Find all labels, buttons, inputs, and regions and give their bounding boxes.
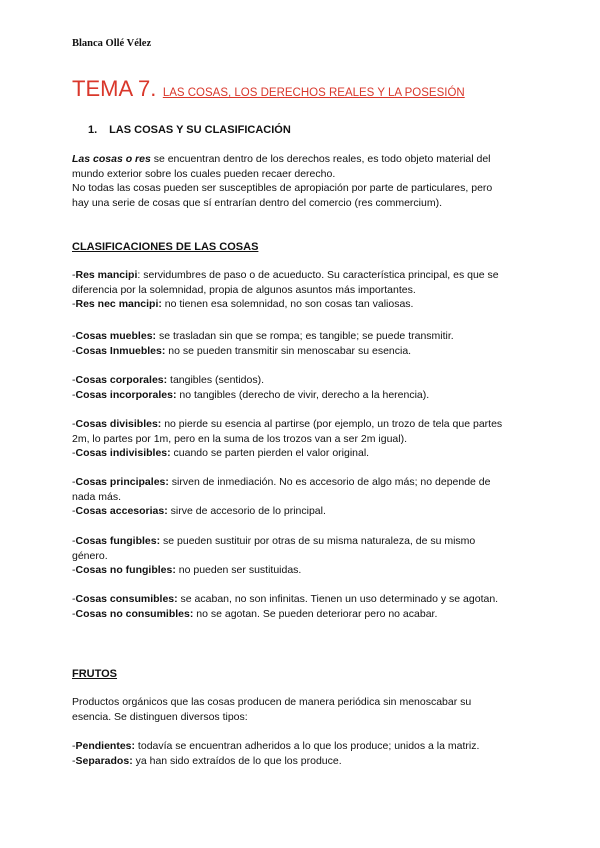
item-text: : servidumbres de paso o de acueducto. Su característica principal, es que se xyxy=(137,269,499,281)
list-item xyxy=(72,534,532,578)
item-dash: - xyxy=(72,330,76,342)
title-main: TEMA 7. xyxy=(72,76,157,101)
intro-text: No todas las cosas pueden ser susceptibles de apropiación por parte de particulares, pero xyxy=(72,182,493,195)
item-text: todavía se encuentran adheridos a lo que los produce; unidos a la matriz. xyxy=(135,740,480,752)
item-term: Cosas indivisibles: xyxy=(75,447,171,460)
item-term: Cosas corporales: xyxy=(75,374,168,386)
list-item xyxy=(72,417,532,461)
item-text: no se pueden transmitir sin menoscabar su esencia. xyxy=(165,344,412,357)
item-text: nada más. xyxy=(72,490,122,503)
frutos-text: Productos orgánicos que las cosas producen de manera periódica sin menoscabar su xyxy=(72,696,472,708)
item-term: Cosas incorporales: xyxy=(75,388,177,401)
item-text: tangibles (sentidos). xyxy=(167,374,265,386)
section-number: 1. xyxy=(88,124,98,136)
section-heading xyxy=(88,124,291,136)
item-term: Cosas divisibles: xyxy=(75,418,162,430)
intro-text: hay una serie de cosas que sí entrarían dentro del comercio (res commercium). xyxy=(72,196,442,209)
classifications-heading-block xyxy=(72,240,532,255)
item-text: sirven de inmediación. No es accesorio de algo más; no depende de xyxy=(168,476,491,488)
item-text: 2m, lo partes por 1m, pero en la suma de los trozos van a ser 2m igual). xyxy=(72,432,407,445)
frutos-heading-block xyxy=(72,667,532,682)
item-term: Cosas no consumibles: xyxy=(75,607,194,620)
section-title: LAS COSAS Y SU CLASIFICACIÓN xyxy=(109,124,291,136)
item-text: no pueden ser sustituidas. xyxy=(175,564,302,577)
item-text: no tangibles (derecho de vivir, derecho a la herencia). xyxy=(176,388,430,401)
intro-term: Las cosas o res xyxy=(72,153,151,165)
item-text: ya han sido extraídos de lo que los produce. xyxy=(132,754,342,767)
item-text: se trasladan sin que se rompa; es tangible; se puede transmitir. xyxy=(156,330,454,342)
list-item xyxy=(72,329,532,358)
item-text: no pierde su esencia al partirse (por ejemplo, un trozo de tela que partes xyxy=(161,418,503,430)
item-text: se pueden sustituir por otras de su misma naturaleza, de su mismo xyxy=(160,535,476,547)
item-dash: - xyxy=(72,344,76,357)
title-subtitle: LAS COSAS, LOS DERECHOS REALES Y LA POSESIÓN xyxy=(162,87,465,99)
item-text: cuando se parten pierden el valor original. xyxy=(170,447,370,460)
item-text: diferencia por la solemnidad, propia de algunos asuntos más importantes. xyxy=(72,283,416,296)
item-dash: - xyxy=(72,298,76,311)
item-text: se acaban, no son infinitas. Tienen un uso determinado y se agotan. xyxy=(177,593,499,605)
list-item xyxy=(72,373,532,402)
intro-paragraph xyxy=(72,152,532,210)
frutos-heading: FRUTOS xyxy=(72,668,118,680)
item-dash: - xyxy=(72,476,76,488)
frutos-text: esencia. Se distinguen diversos tipos: xyxy=(72,710,248,723)
item-term: Cosas fungibles: xyxy=(75,535,161,547)
list-item xyxy=(72,739,532,768)
item-dash: - xyxy=(72,754,76,767)
intro-text: mundo exterior sobre los cuales pueden recaer derecho. xyxy=(72,167,336,180)
item-dash: - xyxy=(72,740,76,752)
intro-text: se encuentran dentro de los derechos reales, es todo objeto material del xyxy=(150,153,491,165)
item-text: sirve de accesorio de lo principal. xyxy=(167,505,326,518)
item-text: género. xyxy=(72,549,108,562)
classifications-heading: CLASIFICACIONES DE LAS COSAS xyxy=(72,241,259,253)
item-dash: - xyxy=(72,447,76,460)
item-term: Cosas muebles: xyxy=(75,330,157,342)
item-dash: - xyxy=(72,418,76,430)
item-dash: - xyxy=(72,269,76,281)
page-title xyxy=(72,76,465,102)
item-dash: - xyxy=(72,564,76,577)
item-text: no se agotan. Se pueden deteriorar pero no acabar. xyxy=(193,607,438,620)
frutos-paragraph xyxy=(72,695,532,724)
item-term: Cosas no fungibles: xyxy=(75,564,176,577)
item-term: Cosas consumibles: xyxy=(75,593,178,605)
item-dash: - xyxy=(72,535,76,547)
list-item xyxy=(72,592,532,621)
item-term: Res mancipi xyxy=(75,269,138,281)
item-term: Cosas Inmuebles: xyxy=(75,344,166,357)
item-dash: - xyxy=(72,374,76,386)
item-term: Separados: xyxy=(75,754,133,767)
item-dash: - xyxy=(72,388,76,401)
author-name: Blanca Ollé Vélez xyxy=(72,38,152,49)
item-term: Pendientes: xyxy=(75,740,136,752)
item-dash: - xyxy=(72,593,76,605)
item-term: Cosas accesorias: xyxy=(75,505,168,518)
item-dash: - xyxy=(72,505,76,518)
list-item xyxy=(72,475,532,519)
item-text: no tienen esa solemnidad, no son cosas tan valiosas. xyxy=(161,298,414,311)
item-term: Res nec mancipi: xyxy=(75,298,162,311)
item-dash: - xyxy=(72,607,76,620)
item-term: Cosas principales: xyxy=(75,476,169,488)
list-item xyxy=(72,268,532,312)
